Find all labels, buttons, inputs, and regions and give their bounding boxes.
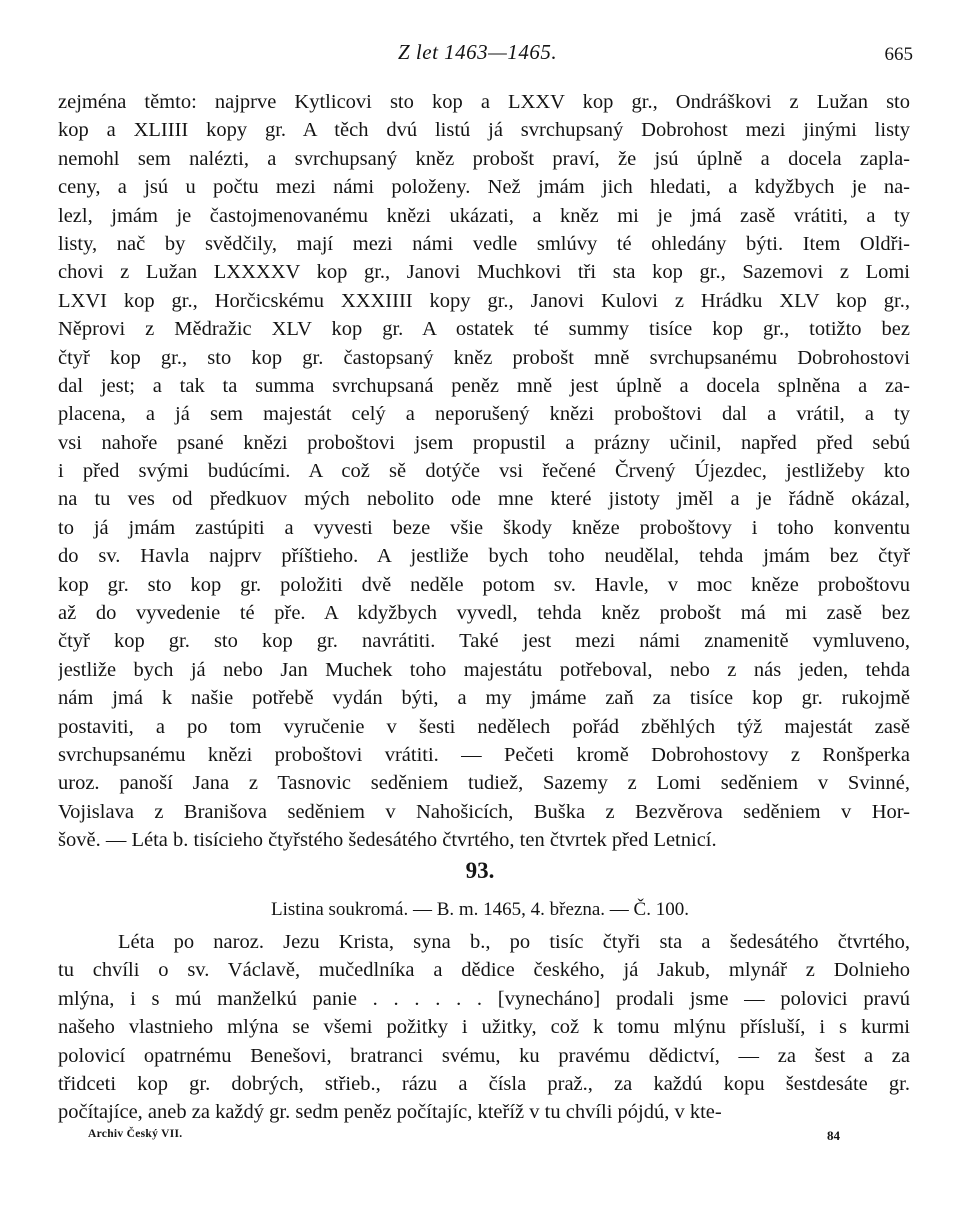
text-line: chovi z Lužan LXXXXV kop gr., Janovi Muchkovi tři sta kop gr., Sazemovi z Lomi [58,261,910,284]
running-head-title: Z let 1463—1465. [398,40,558,64]
continued-document-text [58,88,910,855]
text-line: LXVI kop gr., Horčicskému XXXIIII kopy gr., Janovi Kulovi z Hrádku XLV kop gr., [58,289,910,312]
running-head [0,40,960,70]
text-line: uroz. panoší Jana z Tasnovic seděniem tudiež, Sazemy z Lomi seděniem v Svinné, [58,772,910,795]
text-line: kop a XLIIII kopy gr. A těch dvú listú já svrchupsaný Dobrohost mezi jinými listy [58,119,910,142]
text-line: čtyř kop gr., sto kop gr. častopsaný kněz probošt mně svrchupsanému Dobrohostovi [58,346,910,369]
text-line: počítajíce, aneb za každý gr. sedm peněz počítajíc, kteříž v tu chvíli pójdú, v kte- [58,1101,722,1124]
text-line: nám jmá k našie potřebě vydán býti, a my jmáme zaň za tisíce kop gr. rukojmě [58,687,910,710]
text-line: do sv. Havla najprv příštieho. A jestliže bych toho neudělal, tehda jmám bez čtyř [58,545,910,568]
text-line: kop gr. sto kop gr. položiti dvě neděle potom sv. Havle, v moc kněze proboštovu [58,573,910,596]
text-line: Léta po naroz. Jezu Krista, syna b., po tisíc čtyři sta a šedesátého čtvrtého, [118,931,910,953]
text-line: tu chvíli o sv. Václavě, mučedlníka a dědice českého, já Jakub, mlynář z Dolnieho [58,959,910,982]
document-caption: Listina soukromá. — B. m. 1465, 4. března. — Č. 100. [271,899,689,920]
text-line: šově. — Léta b. tisícieho čtyřstého šedesátého čtvrtého, ten čtvrtek před Letnicí. [58,829,717,852]
text-line: mlýna, i s mú manželkú panie . . . . . . [vynecháno] prodali jsme — polovici pravú [58,987,910,1010]
document-number: 93. [465,858,495,883]
text-line: lezl, jmám je častojmenovanému knězi ukázati, a kněz mi je jmá zasě vrátiti, a ty [58,204,910,227]
text-line: ceny, a jsú u počtu mezi námi položeny. Než jmám jich hledati, a kdyžbych je na- [58,176,910,199]
text-line: vsi nahoře psané knězi proboštovi jsem propustil a prázny učinil, napřed před sebú [58,431,910,454]
text-line: Něprovi z Mědražic XLV kop gr. A ostatek té summy tisíce kop gr., totižto bez [58,318,910,341]
text-line: třidceti kop gr. dobrých, střieb., rázu a čísla praž., za každú kopu šestdesáte gr. [58,1072,910,1095]
text-line: svrchupsanému knězi proboštovi vrátiti. — Pečeti kromě Dobrohostovy z Ronšperka [58,743,910,766]
text-line: listy, nač by svědčily, mají mezi námi vedle smlúvy té ohledány býti. Item Oldři- [58,232,910,255]
page-footer [60,1128,840,1148]
text-line: na tu ves od předkuov mých nebolito ode mne které jistoty jměl a je řádně okázal, [58,488,910,511]
text-line: to já jmám zastúpiti a vyvesti beze všie škody kněze proboštovy i toho konventu [58,516,910,539]
text-line: postaviti, a po tom vyručenie v šesti nedělech pořád zběhlých týž majestát zasě [58,715,910,738]
text-line: polovicí opatrnému Benešovi, bratranci svému, ku pravému dědictví, — za šest a za [58,1044,910,1067]
text-line: čtyř kop gr. sto kop gr. navrátiti. Také jest mezi námi znamenitě vymluveno, [58,630,910,653]
page-number: 665 [884,44,913,65]
footer-volume-label: Archiv Český VII. [88,1128,183,1140]
text-line: jestliže bych já nebo Jan Muchek toho majestátu potřeboval, nebo z nás jeden, tehda [58,658,910,681]
text-line: našeho vlastnieho mlýna se všemi požitky i užitky, což k tomu mlýnu přísluší, i s kurmi [58,1016,910,1039]
footer-signature-number: 84 [827,1128,840,1143]
text-line: i před svými budúcími. A což sě dotýče vsi řečené Črvený Újezdec, jestližeby kto [58,460,910,483]
new-document-text [58,928,910,1127]
text-line: až do vyvedenie té pře. A kdyžbych vyvedl, tehda kněz probošt má mi zasě bez [58,602,910,625]
text-line: placena, a já sem majestát celý a neporušený knězi proboštovi dal a vrátil, a ty [58,403,910,426]
text-line: dal jest; a tak ta summa svrchupsaná peněz mně jest úplně a docela splněna a za- [58,374,910,397]
text-line: Vojislava z Branišova seděniem v Nahošicích, Buška z Bezvěrova seděniem v Hor- [58,800,910,823]
text-line: nemohl sem nalézti, a svrchupsaný kněz probošt praví, že jsú úplně a docela zapla- [58,147,910,170]
text-line: zejména těmto: najprve Kytlicovi sto kop a LXXV kop gr., Ondráškovi z Lužan sto [58,91,910,113]
